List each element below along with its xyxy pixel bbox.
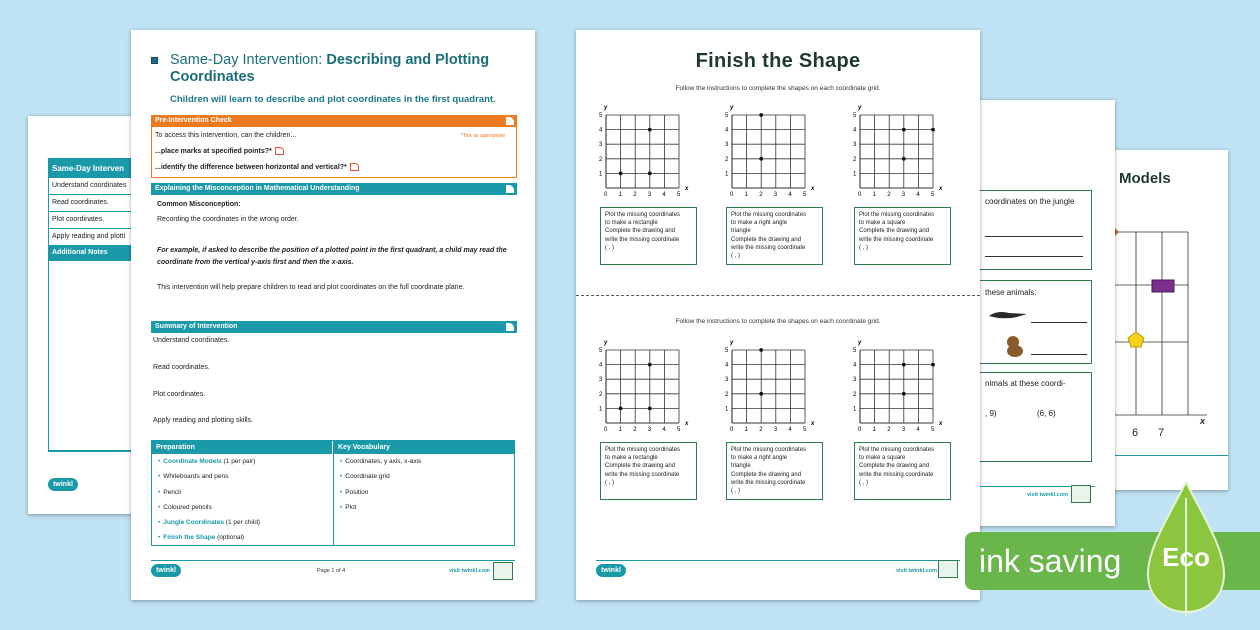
vocabulary-column [334,441,514,545]
tick-label-y: 5 [853,348,857,354]
tick-label-y: 3 [725,377,729,384]
tick-label-x: 3 [773,427,778,433]
page-title: Same-Day Intervention: Describing and Plotting Coordinates [170,52,490,85]
plotted-point [619,172,623,176]
preparation-header: Preparation [152,441,332,454]
tick-label-y: 4 [853,362,857,369]
plotted-point [759,348,763,352]
plotted-point [902,363,906,367]
tick-label-y: 2 [853,391,857,398]
plotted-point [759,157,763,161]
tick-label-y: 1 [599,171,603,178]
vocabulary-item: • Plot [340,503,357,511]
task-line: Plot the missing coordinates [605,447,681,453]
tick-label-x: 0 [730,192,734,198]
preparation-item: • Jungle Coordinates (1 per child) [158,519,261,527]
tick-label-y: 5 [725,113,729,119]
task-line: ( , ) [859,244,868,251]
plotted-point [902,392,906,396]
tick-label-y: 2 [725,391,729,398]
pre-check-intro: To access this intervention, can the children... [155,132,297,139]
tick-label-y: 4 [853,127,857,134]
intervention-sheet [131,30,535,600]
jungle-question: coordinates on the jungle [985,197,1075,206]
tick-label-x: 1 [618,427,622,433]
plotted-point [931,363,935,367]
task-line: to make a right angle [731,455,788,462]
site-link[interactable]: visit twinkl.com [896,568,937,574]
task-line: Complete the drawing and [731,471,802,478]
site-link[interactable]: visit twinkl.com [449,568,490,574]
site-link[interactable]: visit twinkl.com [1027,492,1068,498]
misconception-header: Explaining the Misconception in Mathematical Understanding [151,183,517,195]
tick-label-x: 5 [931,192,935,198]
axis-label-x: x [685,186,689,192]
resource-link[interactable]: Jungle Coordinates [163,519,224,527]
tick-label-y: 4 [725,362,729,369]
task-line: to make a square [859,455,906,462]
vocabulary-item: • Coordinate grid [340,473,390,481]
coordinate-grid[interactable] [844,335,969,435]
tick-label-x: 3 [647,192,652,198]
models-axis-x: x [1200,416,1206,426]
tick-label-y: 5 [599,348,603,354]
vocabulary-header: Key Vocabulary [334,441,514,454]
monkey-icon [1003,334,1027,358]
axis-label-y: y [730,105,734,111]
corner-icon [506,185,514,193]
title-square-icon [151,57,158,64]
sheet-title: Finish the Shape [695,50,861,72]
task-line: Plot the missing coordinates [605,212,681,218]
footer-rule [151,560,515,561]
task-box [726,442,823,500]
coordinates-question: nimals at these coordi- [985,379,1066,388]
tick-label-x: 0 [604,192,608,198]
back-left-row: Same-Day Interven [49,159,167,178]
models-title: Models [1119,170,1171,187]
tick-label-y: 2 [599,391,603,398]
task-line: ( , ) [859,479,868,486]
coordinate-value: (6, 6) [1037,409,1056,418]
answer-line[interactable] [1031,354,1087,355]
plotted-point [648,407,652,411]
pre-check-header: Pre-Intervention Check [151,115,517,127]
tick-label-x: 0 [730,427,734,433]
coordinate-grid[interactable] [844,100,969,200]
tick-label-x: 2 [887,192,891,198]
task-line: write the missing coordinate [859,471,934,478]
task-line: Plot the missing coordinates [731,212,807,218]
summary-header: Summary of Intervention [151,321,517,333]
cut-line [576,295,980,296]
tick-label-x: 5 [931,427,935,433]
tick-label-y: 4 [599,127,603,134]
plotted-point [759,392,763,396]
tick-label-y: 1 [599,406,603,413]
tick-label-y: 3 [725,142,729,149]
tick-label-y: 5 [725,348,729,354]
tick-box[interactable] [275,147,284,155]
finish-the-shape-sheet [576,30,980,600]
models-axis-label: 6 [1132,427,1139,439]
coordinate-value: , 9) [985,409,997,418]
preparation-item: • Finish the Shape (optional) [158,534,245,542]
task-line: to make a square [859,220,906,227]
tick-label-x: 0 [604,427,608,433]
task-line: Plot the missing coordinates [859,212,935,218]
tick-label-y: 4 [599,362,603,369]
ink-saving-label: ink saving [979,543,1122,579]
task-box [854,442,951,500]
axis-label-x: x [939,186,943,192]
task-line: to make a rectangle [605,220,658,227]
tick-label-y: 4 [725,127,729,134]
task-box [854,207,951,265]
tick-box[interactable] [350,163,359,171]
plotted-point [619,407,623,411]
tick-label-y: 2 [853,156,857,163]
task-line: ( , ) [731,253,740,260]
plotted-point [902,157,906,161]
axis-label-y: y [858,105,862,111]
task-line: write the missing coordinate [605,471,680,478]
task-line: write the missing coordinate [605,236,680,243]
award-logo-icon [938,560,958,578]
tick-label-y: 5 [599,113,603,119]
preparation-table [151,440,515,546]
task-box [600,207,697,265]
award-logo-icon [1071,485,1091,503]
task-line: Complete the drawing and [605,228,676,235]
task-line: ( , ) [731,488,740,495]
tick-label-x: 2 [759,192,763,198]
eco-label: Eco [1162,542,1210,572]
task-box [726,207,823,265]
task-line: ( , ) [605,479,614,486]
summary-item: Apply reading and plotting skills. [153,417,254,424]
task-line: to make a rectangle [605,455,658,462]
axis-label-y: y [604,105,608,111]
misconception-label: Common Misconception: [157,201,241,208]
plotted-point [902,128,906,132]
resource-link[interactable]: Finish the Shape [163,534,216,542]
tick-label-x: 3 [901,192,906,198]
preparation-item: • Whiteboards and pens [158,473,229,481]
answer-line[interactable] [1031,322,1087,323]
tick-label-x: 2 [887,427,891,433]
tick-label-x: 3 [773,192,778,198]
misconception-text: Recording the coordinates in the wrong order. [157,216,299,223]
twinkl-logo: twinkl [151,564,181,577]
task-line: Complete the drawing and [859,228,930,235]
tick-label-x: 5 [803,427,807,433]
vocabulary-item: • Position [340,488,369,496]
tick-label-y: 3 [853,377,857,384]
prep-note: This intervention will help prepare children to read and plot coordinates on the full coordinate plane. [157,284,465,291]
preparation-item: • Coloured pencils [158,503,212,511]
crocodile-icon [987,308,1029,322]
task-line: Complete the drawing and [731,236,802,243]
award-logo-icon [493,562,513,580]
task-line: Plot the missing coordinates [859,447,935,453]
coordinate-grid[interactable] [590,100,715,200]
answer-line[interactable] [985,256,1083,257]
eco-leaf-icon [1146,478,1226,618]
axis-label-x: x [811,421,815,427]
twinkl-logo: twinkl [596,564,626,577]
task-line: triangle [731,463,751,470]
footer-rule [596,560,960,561]
plotted-point [648,363,652,367]
tick-label-x: 1 [872,427,876,433]
tick-label-x: 5 [677,192,681,198]
back-left-row: Read coordinates. [49,195,167,212]
task-line: write the missing coordinate [731,479,806,486]
summary-item: Plot coordinates. [153,391,206,398]
twinkl-logo: twinkl [48,478,78,491]
vocabulary-item: • Coordinates, y axis, x-axis [340,458,422,465]
task-line: write the missing coordinate [731,244,806,251]
pre-check-question: ...place marks at specified points?* [155,147,284,155]
axis-label-x: x [939,421,943,427]
tick-label-x: 3 [647,427,652,433]
axis-label-x: x [811,186,815,192]
tick-label-x: 4 [788,427,792,433]
tick-label-y: 1 [725,406,729,413]
tick-label-y: 3 [599,142,603,149]
tick-label-y: 1 [853,406,857,413]
preparation-item: • Coordinate Models (1 per pair) [158,458,256,465]
instruction-text: Follow the instructions to complete the shapes on each coordinate grid. [675,85,881,92]
tick-label-x: 1 [744,427,748,433]
back-left-row: Plot coordinates. [49,212,167,229]
summary-item: Read coordinates. [153,364,210,371]
back-left-row: Additional Notes [49,246,167,261]
task-line: Complete the drawing and [859,463,930,470]
tick-label-x: 4 [788,192,792,198]
task-line: to make a right angle [731,220,788,227]
plotted-point [648,172,652,176]
coordinate-grid[interactable] [590,335,715,435]
misconception-example: coordinate from the vertical y-axis first and then the x-axis. [157,259,354,266]
tick-label-x: 4 [916,192,920,198]
tick-note: *Tick as appropriate [461,133,506,139]
back-left-row: Apply reading and plotti [49,229,167,246]
tick-label-x: 5 [803,192,807,198]
tick-label-x: 2 [759,427,763,433]
plotted-point [931,128,935,132]
preparation-column [152,441,332,545]
tick-label-x: 2 [633,427,637,433]
coordinate-grid[interactable] [716,335,841,435]
tick-label-x: 4 [662,192,666,198]
animals-question: these animals: [985,288,1037,297]
axis-label-y: y [730,340,734,346]
coordinate-grid[interactable] [716,100,841,200]
tick-label-y: 1 [853,171,857,178]
tick-label-y: 2 [725,156,729,163]
tick-label-x: 5 [677,427,681,433]
tick-label-y: 1 [725,171,729,178]
tick-label-y: 2 [599,156,603,163]
tick-label-y: 5 [853,113,857,119]
tick-label-x: 2 [633,192,637,198]
axis-label-x: x [685,421,689,427]
tick-label-x: 1 [744,192,748,198]
tick-label-x: 0 [858,427,862,433]
answer-line[interactable] [985,236,1083,237]
tick-label-x: 4 [916,427,920,433]
resource-link[interactable]: Coordinate Models [163,458,222,465]
task-line: Complete the drawing and [605,463,676,470]
page-number: Page 1 of 4 [317,568,346,574]
pentagon-shape-icon [1128,332,1144,347]
axis-label-y: y [604,340,608,346]
misconception-example: For example, if asked to describe the position of a plotted point in the first quadrant, a child may read the [157,247,507,254]
instruction-text: Follow the instructions to complete the shapes on each coordinate grid. [675,318,881,325]
tick-label-x: 3 [901,427,906,433]
tick-label-x: 1 [618,192,622,198]
tick-label-x: 4 [662,427,666,433]
task-line: ( , ) [605,244,614,251]
preparation-item: • Pencil [158,488,181,496]
back-left-row: Understand coordinates [49,178,167,195]
plotted-point [648,128,652,132]
tick-label-x: 1 [872,192,876,198]
page-subtitle: Children will learn to describe and plot coordinates in the first quadrant. [170,94,496,105]
corner-icon [506,323,514,331]
task-line: triangle [731,228,751,235]
tick-label-y: 3 [853,142,857,149]
rectangle-shape-icon [1152,280,1174,292]
plotted-point [759,113,763,117]
axis-label-y: y [858,340,862,346]
pre-check-question: ...identify the difference between horizontal and vertical?* [155,163,359,171]
tick-label-x: 0 [858,192,862,198]
models-axis-label: 7 [1158,427,1165,439]
tick-label-y: 3 [599,377,603,384]
task-box [600,442,697,500]
task-line: write the missing coordinate [859,236,934,243]
task-line: Plot the missing coordinates [731,447,807,453]
summary-item: Understand coordinates. [153,337,230,344]
